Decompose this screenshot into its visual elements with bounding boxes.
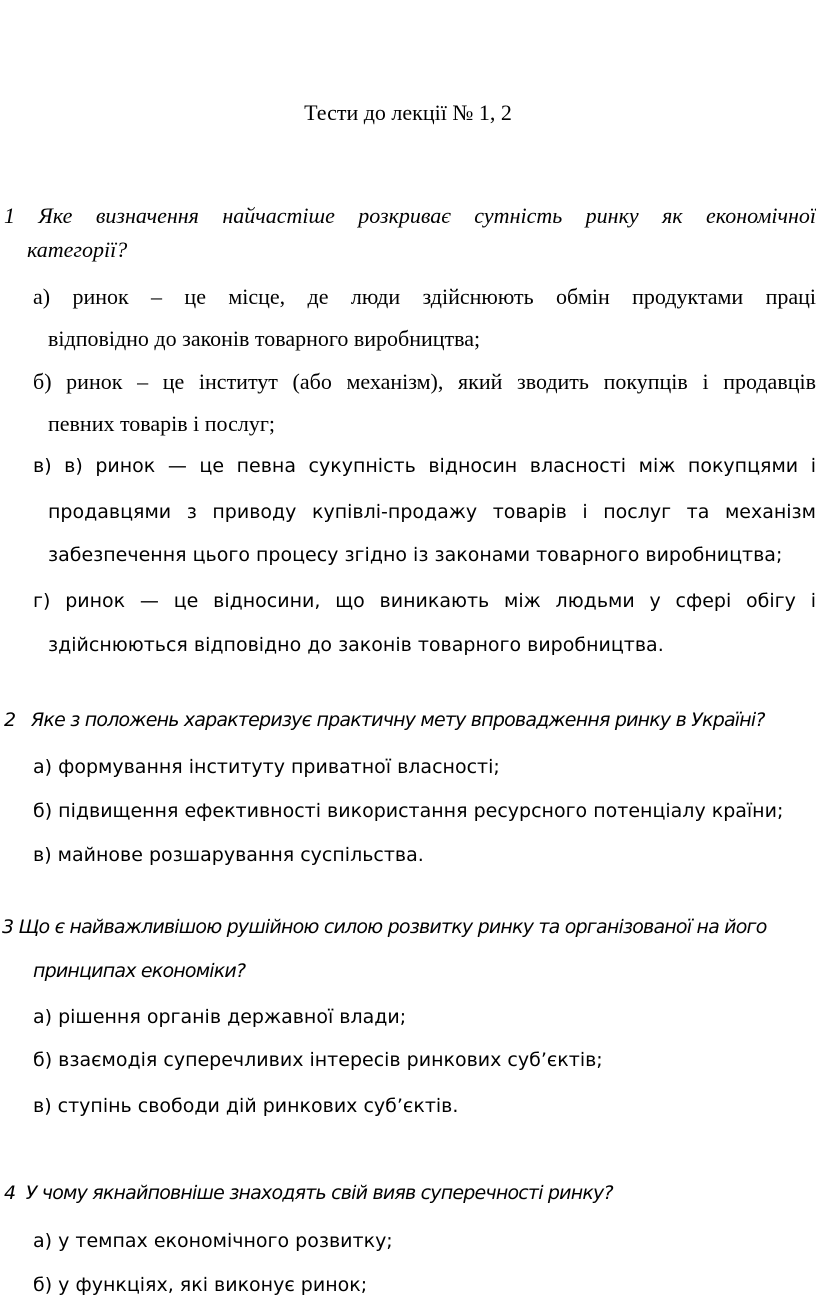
question-1-text-line1: 1 Яке визначення найчастіше розкриває сутність ринку як економічної [4, 203, 816, 228]
answer-3b: б) взаємодія суперечливих інтересів ринкових суб’єктів; [33, 1049, 603, 1071]
answer-3a: а) рішення органів державної влади; [33, 1006, 407, 1028]
answer-1a-line1: а) ринок – це місце, де люди здійснюють обмін продуктами праці [33, 284, 816, 309]
answer-1c-line1: в) в) ринок — це певна сукупність відносин власності між покупцями і [33, 455, 816, 477]
answer-1b-line2: певних товарів і послуг; [48, 411, 275, 436]
answer-2b: б) підвищення ефективності використання ресурсного потенціалу країни; [33, 800, 784, 822]
answer-2a: а) формування інституту приватної власності; [33, 756, 500, 778]
question-4-text: 4 У чому якнайповніше знаходять свій вияв суперечності ринку? [4, 1182, 613, 1204]
question-1-text-line2: категорії? [27, 237, 128, 262]
answer-1d-line2: здійснюються відповідно до законів товарного виробництва. [48, 634, 664, 656]
page-title: Тести до лекції № 1, 2 [304, 100, 512, 125]
question-2-text: 2 Яке з положень характеризує практичну мету впровадження ринку в Україні? [4, 709, 765, 731]
answer-4b: б) у функціях, які виконує ринок; [33, 1274, 368, 1296]
answer-1b-line1: б) ринок – це інститут (або механізм), який зводить покупців і продавців [33, 369, 816, 394]
answer-4a: а) у темпах економічного розвитку; [33, 1230, 393, 1252]
answer-1c-line2: продавцями з приводу купівлі-продажу товарів і послуг та механізм [48, 501, 816, 523]
answer-1c-line3: забезпечення цього процесу згідно із законами товарного виробництва; [48, 544, 783, 566]
question-3-text-line1: 3 Що є найважливішою рушійною силою розвитку ринку та організованої на його [2, 916, 767, 938]
answer-1d-line1: г) ринок — це відносини, що виникають між людьми у сфері обігу і [33, 590, 816, 612]
answer-2c: в) майнове розшарування суспільства. [33, 844, 424, 866]
answer-3c: в) ступінь свободи дій ринкових суб’єктів. [33, 1095, 459, 1117]
question-3-text-line2: принципах економіки? [33, 960, 246, 982]
answer-1a-line2: відповідно до законів товарного виробництва; [48, 326, 481, 351]
